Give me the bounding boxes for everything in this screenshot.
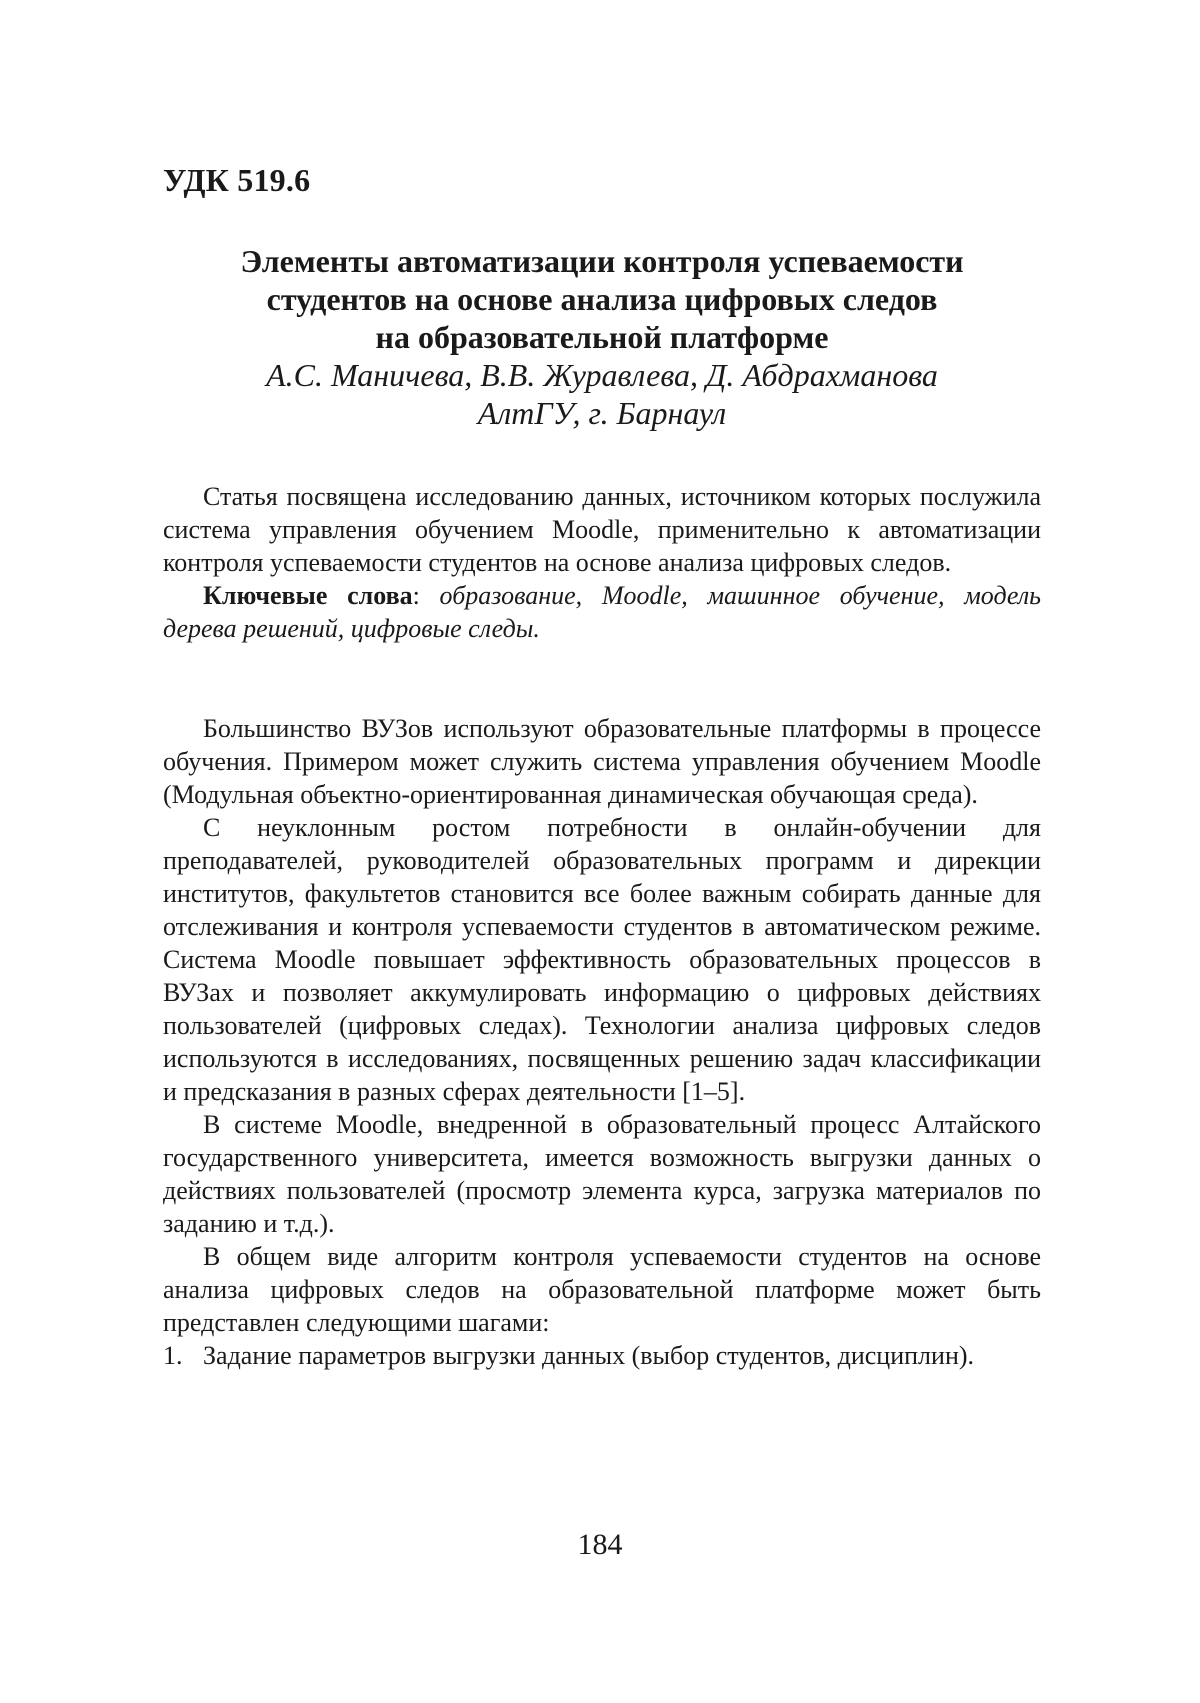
list-item	[163, 1339, 1041, 1372]
page-number: 184	[577, 1528, 623, 1561]
udk-code: УДК 519.6	[163, 162, 311, 198]
paper-title-line-2: студентов на основе анализа цифровых следов	[266, 281, 938, 317]
authors: А.С. Маничева, В.В. Журавлева, Д. Абдрахманова	[266, 357, 938, 393]
keywords-label: Ключевые слова	[203, 581, 413, 610]
affiliation: АлтГУ, г. Барнаул	[477, 395, 727, 431]
abstract-text: Статья посвящена исследованию данных, источником которых послужила система управления обучением Moodle, применительно к автоматизации контроля успеваемости студентов на основе анализа цифровых следов.	[163, 482, 1041, 577]
title-block	[163, 242, 1041, 432]
paper-title-line-1: Элементы автоматизации контроля успеваемости	[240, 243, 964, 279]
body-paragraph-4: В общем виде алгоритм контроля успеваемости студентов на основе анализа цифровых следов на образовательной платформе может быть представлен следующими шагами:	[163, 1242, 1041, 1337]
keywords-list: образование, Moodle, машинное обучение, модель дерева решений, цифровые следы.	[163, 581, 1041, 643]
abstract-section	[163, 480, 1041, 645]
paper-title-line-3: на образовательной платформе	[375, 319, 829, 355]
body-paragraph-2: С неуклонным ростом потребности в онлайн-обучении для преподавателей, руководителей образовательных программ и дирекции институтов, факультетов становится все более важным собирать данные для отслеживания и контроля успеваемости студентов в автоматическом режиме. Система Moodle повышает эффективность образовательных процессов в ВУЗах и позволяет аккумулировать информацию о цифровых действиях пользователей (цифровых следах). Технологии анализа цифровых следов используются в исследованиях, посвященных решению задач классификации и предсказания в разных сферах деятельности [1–5].	[163, 813, 1041, 1106]
list-item-text: Задание параметров выгрузки данных (выбор студентов, дисциплин).	[203, 1341, 975, 1370]
keywords-paragraph	[163, 579, 1041, 645]
body-paragraph-3: В системе Moodle, внедренной в образовательный процесс Алтайского государственного университета, имеется возможность выгрузки данных о действиях пользователей (просмотр элемента курса, загрузка материалов по заданию и т.д.).	[163, 1110, 1041, 1238]
keywords-separator: :	[412, 581, 440, 610]
list-item-number: 1.	[163, 1341, 183, 1370]
body-paragraph-1: Большинство ВУЗов используют образовательные платформы в процессе обучения. Примером может служить система управления обучением Moodle (Модульная объектно-ориентированная динамическая обучающая среда).	[163, 714, 1041, 809]
main-text	[163, 712, 1041, 1372]
